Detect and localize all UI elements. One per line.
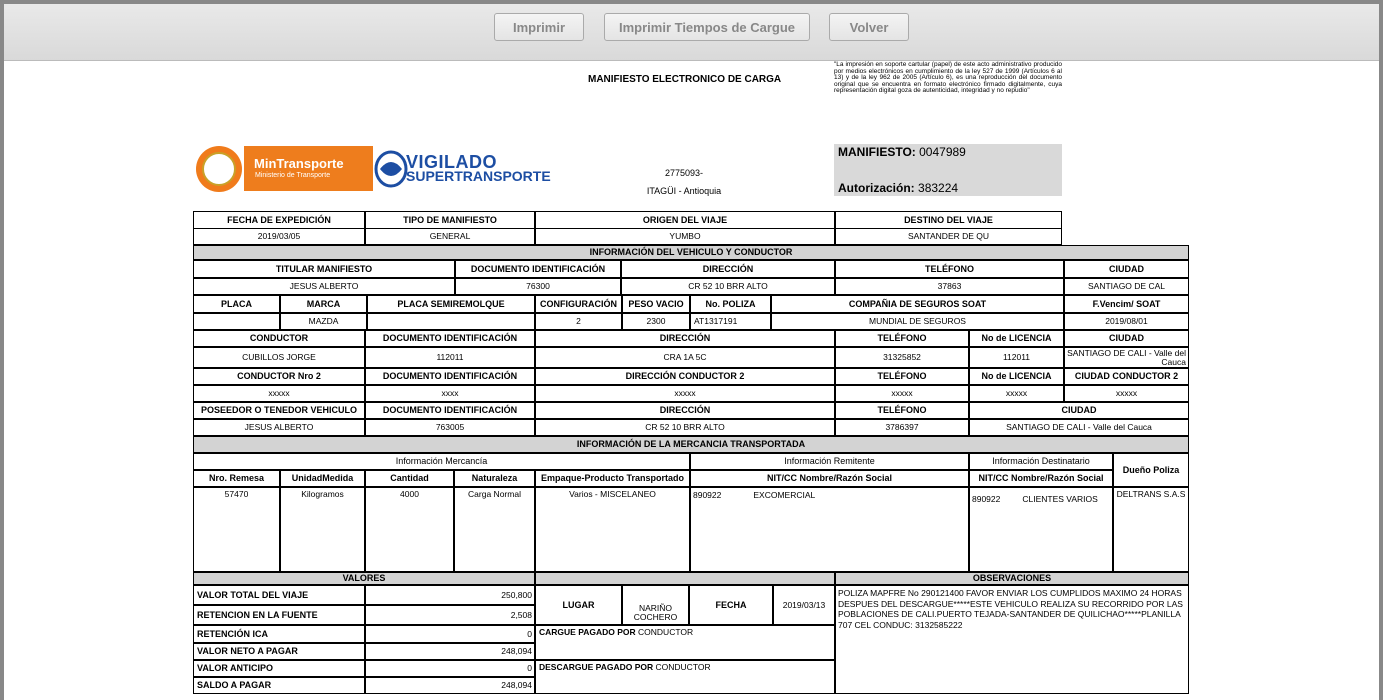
manifest-label: MANIFIESTO: [838, 145, 916, 159]
semiremolque-value [367, 313, 535, 330]
manifest-number: 0047989 [919, 145, 966, 159]
header-placa-semiremolque: PLACA SEMIREMOLQUE [367, 295, 535, 313]
header-marca: MARCA [280, 295, 367, 313]
company-city: ITAGÜI - Antioquia [646, 186, 722, 196]
header-poseedor-dir: DIRECCIÓN [535, 402, 835, 419]
manifest-document [4, 60, 1379, 700]
conductor-tel-value: 31325852 [835, 347, 969, 368]
header-conductor2-tel: TELÉFONO [835, 368, 969, 385]
header-unidad-medida: UnidadMedida [280, 470, 365, 487]
header-conductor2-doc: DOCUMENTO IDENTIFICACIÓN [365, 368, 535, 385]
titular-doc-value: 76300 [455, 278, 621, 295]
destino-value: SANTANDER DE QU [835, 228, 1062, 245]
header-fecha-expedicion: FECHA DE EXPEDICIÓN [193, 211, 365, 229]
section-valores: VALORES [193, 572, 535, 585]
label-retencion-ica: RETENCIÓN ICA [193, 625, 365, 643]
label-valor-total: VALOR TOTAL DEL VIAJE [193, 585, 365, 605]
titular-ciudad-value: SANTIAGO DE CAL [1064, 278, 1189, 295]
header-conductor2: CONDUCTOR Nro 2 [193, 368, 365, 385]
header-info-remitente: Información Remitente [690, 453, 969, 470]
toolbar [4, 4, 1379, 61]
placa-value [193, 313, 280, 330]
label-retencion-fuente: RETENCION EN LA FUENTE [193, 605, 365, 625]
header-destinatario-nit: NIT/CC Nombre/Razón Social [969, 470, 1113, 487]
destinatario-value [969, 487, 1113, 572]
header-poseedor: POSEEDOR O TENEDOR VEHICULO [193, 402, 365, 419]
naturaleza-value: Carga Normal [454, 487, 535, 572]
logo-min-main: MinTransporte [254, 156, 344, 171]
titular-dir-value: CR 52 10 BRR ALTO [621, 278, 835, 295]
destinatario-name: CLIENTES VARIOS [1022, 494, 1098, 504]
auth-label: Autorización: [838, 181, 915, 195]
retencion-ica-value: 0 [365, 625, 535, 643]
saldo-pagar-value: 248,094 [365, 677, 535, 694]
titular-tel-value: 37863 [835, 278, 1064, 295]
destinatario-nit: 890922 [972, 494, 1001, 504]
remitente-value [690, 487, 969, 572]
remesa-value: 57470 [193, 487, 280, 572]
section-blank [535, 572, 835, 585]
label-valor-neto: VALOR NETO A PAGAR [193, 643, 365, 660]
header-conductor-ciudad: CIUDAD [1064, 330, 1189, 347]
header-nro-remesa: Nro. Remesa [193, 470, 280, 487]
conductor-licencia-value: 112011 [969, 347, 1064, 368]
logo-vig-2: SUPERTRANSPORTE [406, 168, 551, 184]
remitente-name: EXCOMERCIAL [753, 490, 816, 500]
titular-value: JESUS ALBERTO [193, 278, 455, 295]
conductor2-value: xxxxx [193, 385, 365, 402]
fecha-expedicion-value: 2019/03/05 [193, 228, 365, 245]
unidad-value: Kilogramos [280, 487, 365, 572]
dueno-poliza-value: DELTRANS S.A.S [1113, 487, 1189, 572]
company-info [604, 164, 764, 200]
auth-number: 383224 [918, 181, 959, 195]
header-empaque: Empaque-Producto Transportado [535, 470, 690, 487]
fecha-value: 2019/03/13 [773, 585, 835, 625]
remitente-nit: 890922 [693, 490, 722, 500]
header-info-destinatario: Información Destinatario [969, 453, 1113, 470]
header-no-poliza: No. POLIZA [690, 295, 771, 313]
manifest-box [834, 144, 1062, 196]
print-times-button[interactable]: Imprimir Tiempos de Cargue [604, 13, 810, 41]
logo-vig-1: VIGILADO [406, 152, 498, 172]
soat-value: MUNDIAL DE SEGUROS [771, 313, 1064, 330]
header-destino: DESTINO DEL VIAJE [835, 211, 1062, 229]
poliza-value: AT1317191 [690, 313, 771, 330]
poseedor-tel-value: 3786397 [835, 419, 969, 436]
poseedor-value: JESUS ALBERTO [193, 419, 365, 436]
header-seguros-soat: COMPAÑIA DE SEGUROS SOAT [771, 295, 1064, 313]
header-titular: TITULAR MANIFIESTO [193, 260, 455, 278]
descargue-pagado [535, 660, 835, 694]
poseedor-doc-value: 763005 [365, 419, 535, 436]
header-cantidad: Cantidad [365, 470, 454, 487]
cantidad-value: 4000 [365, 487, 454, 572]
vencimiento-value: 2019/08/01 [1064, 313, 1189, 330]
header-conductor-tel: TELÉFONO [835, 330, 969, 347]
header-poseedor-tel: TELÉFONO [835, 402, 969, 419]
logo-min-sub: Ministerio de Transporte [255, 172, 331, 179]
conductor2-dir-value: xxxxx [535, 385, 835, 402]
document-title: MANIFIESTO ELECTRONICO DE CARGA [588, 74, 782, 85]
cargue-pagado [535, 625, 835, 660]
conductor2-tel-value: xxxxx [835, 385, 969, 402]
section-observaciones: OBSERVACIONES [835, 572, 1189, 585]
observaciones-text: POLIZA MAPFRE No 290121400 FAVOR ENVIAR LOS CUMPLIDOS MAXIMO 24 HORAS DESPUES DEL DESCARGUE*****ESTE VEHICULO REALIZA SU RECORRIDO POR LAS POBLACIONES DE CALI.PUERTO TEJADA-SANTANDER DE QUILICHAO*****PLANILLA 707 CEL CONDUC: 3132585222 [835, 585, 1189, 694]
header-remitente-nit: NIT/CC Nombre/Razón Social [690, 470, 969, 487]
company-id: 2775093- [664, 168, 704, 178]
back-button[interactable]: Volver [829, 13, 909, 41]
header-conductor-doc: DOCUMENTO IDENTIFICACIÓN [365, 330, 535, 347]
configuracion-value: 2 [535, 313, 622, 330]
conductor2-doc-value: xxxx [365, 385, 535, 402]
marca-value: MAZDA [280, 313, 367, 330]
retencion-fuente-value: 2,508 [365, 605, 535, 625]
section-mercancia: INFORMACIÓN DE LA MERCANCIA TRANSPORTADA [193, 436, 1189, 453]
conductor2-licencia-value: xxxxx [969, 385, 1064, 402]
legal-notice: "La impresión en soporte cartular (papel) de este acto administrativo producido por medios electrónicos en cumplimiento de la ley 527 de 1999 (Artículos 6 al 13) y de la ley 962 de 2005 (Artículo 6), es una reproducción del documento original que se encuentra en formato electrónico firmado digitalmente, cuya representación digital goza de autenticidad, integridad y no repudio" [834, 61, 1062, 95]
header-vencimiento-soat: F.Vencim/ SOAT [1064, 295, 1189, 313]
header-conductor-licencia: No de LICENCIA [969, 330, 1064, 347]
vigilado-emblem-icon [374, 149, 408, 189]
conductor-ciudad-value: SANTIAGO DE CALI - Valle del Cauca [1064, 347, 1189, 368]
label-fecha: FECHA [689, 585, 773, 625]
mintransporte-logo [244, 146, 373, 191]
header-tipo-manifiesto: TIPO DE MANIFIESTO [365, 211, 535, 229]
header-configuracion: CONFIGURACIÓN [535, 295, 622, 313]
conductor-value: CUBILLOS JORGE [193, 347, 365, 368]
conductor-doc-value: 112011 [365, 347, 535, 368]
header-poseedor-doc: DOCUMENTO IDENTIFICACIÓN [365, 402, 535, 419]
valor-anticipo-value: 0 [365, 660, 535, 677]
header-titular-tel: TELÉFONO [835, 260, 1064, 278]
lugar-value: NARIÑO COCHERO [622, 585, 689, 625]
conductor2-ciudad-value: xxxxx [1064, 385, 1189, 402]
header-placa: PLACA [193, 295, 280, 313]
header-origen: ORIGEN DEL VIAJE [535, 211, 835, 229]
header-conductor2-licencia: No de LICENCIA [969, 368, 1064, 385]
colombia-shield-logo [196, 146, 242, 192]
descargue-label: DESCARGUE PAGADO POR [539, 662, 654, 672]
cargue-value: CONDUCTOR [638, 627, 694, 637]
print-button[interactable]: Imprimir [494, 13, 584, 41]
peso-vacio-value: 2300 [622, 313, 690, 330]
tipo-manifiesto-value: GENERAL [365, 228, 535, 245]
label-saldo-pagar: SALDO A PAGAR [193, 677, 365, 694]
label-lugar: LUGAR [535, 585, 622, 625]
header-dueno-poliza: Dueño Poliza [1113, 453, 1189, 487]
descargue-value: CONDUCTOR [655, 662, 711, 672]
poseedor-ciudad-value: SANTIAGO DE CALI - Valle del Cauca [969, 419, 1189, 436]
header-peso-vacio: PESO VACIO [622, 295, 690, 313]
vigilado-supertransporte-logo [374, 144, 551, 194]
header-conductor-dir: DIRECCIÓN [535, 330, 835, 347]
header-naturaleza: Naturaleza [454, 470, 535, 487]
header-conductor2-ciudad: CIUDAD CONDUCTOR 2 [1064, 368, 1189, 385]
header-titular-ciudad: CIUDAD [1064, 260, 1189, 278]
valor-neto-value: 248,094 [365, 643, 535, 660]
page-frame [4, 4, 1379, 700]
origen-value: YUMBO [535, 228, 835, 245]
header-conductor: CONDUCTOR [193, 330, 365, 347]
label-valor-anticipo: VALOR ANTICIPO [193, 660, 365, 677]
valor-total-value: 250,800 [365, 585, 535, 605]
header-poseedor-ciudad: CIUDAD [969, 402, 1189, 419]
header-conductor2-dir: DIRECCIÓN CONDUCTOR 2 [535, 368, 835, 385]
cargue-label: CARGUE PAGADO POR [539, 627, 636, 637]
section-vehiculo-conductor: INFORMACIÓN DEL VEHICULO Y CONDUCTOR [193, 245, 1189, 260]
header-info-mercancia: Información Mercancía [193, 453, 690, 470]
conductor-dir-value: CRA 1A 5C [535, 347, 835, 368]
header-titular-dir: DIRECCIÓN [621, 260, 835, 278]
poseedor-dir-value: CR 52 10 BRR ALTO [535, 419, 835, 436]
empaque-value: Varios - MISCELANEO [535, 487, 690, 572]
header-titular-doc: DOCUMENTO IDENTIFICACIÓN [455, 260, 621, 278]
